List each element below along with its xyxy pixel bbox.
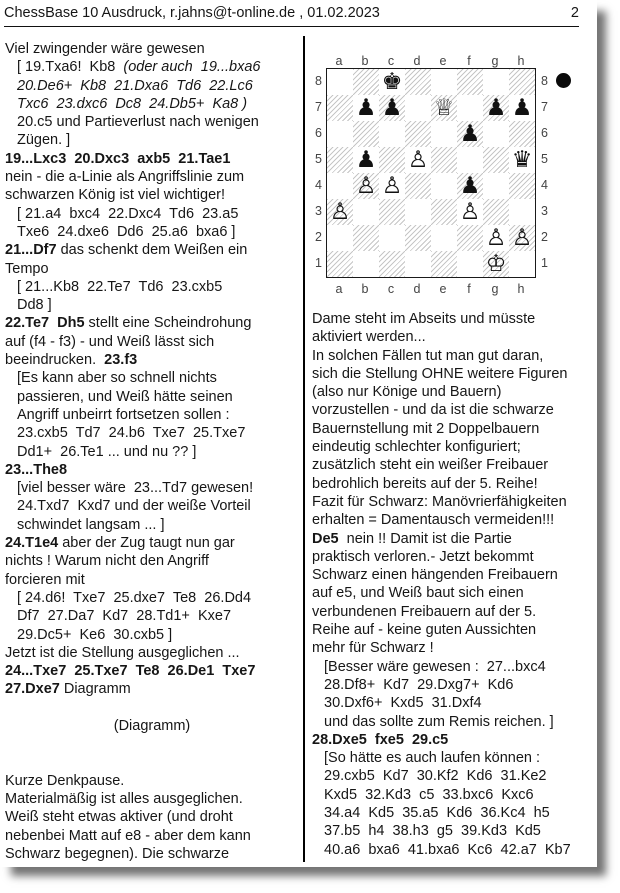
text-segment: praktisch verloren.- Jetzt bekommt: [312, 548, 534, 565]
text-line: [312, 639, 597, 657]
file-label: e: [439, 54, 447, 68]
rank-label: 2: [541, 230, 548, 244]
header-title: ChessBase 10 Ausdruck, r.jahns@t-online.de , 01.02.2023: [4, 5, 380, 21]
text-line: [312, 383, 597, 401]
text-segment: 37.b5 h4 38.h3 g5 39.Kd3 Kd5: [324, 823, 541, 840]
text-segment: [Es kann aber so schnell nichts: [17, 370, 217, 387]
board-square: [483, 69, 509, 95]
white-pawn-piece: ♙: [355, 173, 377, 199]
text-segment: 19...Lxc3 20.Dxc3 axb5 21.Tae1: [5, 150, 231, 167]
text-segment: das schenkt dem Weißen ein: [56, 242, 248, 259]
text-segment: Bauernstellung mit 2 Doppelbauern: [312, 420, 540, 437]
board-square: [327, 251, 353, 277]
white-pawn-piece: ♙: [407, 147, 429, 173]
text-segment: nebenbei Matt auf e8 - aber dem kann: [5, 827, 251, 844]
text-line: [5, 552, 299, 570]
board-square: [431, 95, 457, 121]
text-segment: nichts ! Warum nicht den Angriff: [5, 553, 209, 570]
text-segment: Schwarz begegnen). Die schwarze: [5, 846, 230, 863]
white-king-piece: ♔: [485, 251, 507, 277]
rank-label: 6: [315, 126, 322, 140]
board-square: [431, 199, 457, 225]
board-square: [405, 173, 431, 199]
board-square: [405, 147, 431, 173]
text-line: [5, 516, 299, 534]
rank-label: 5: [541, 152, 548, 166]
board-square: [353, 251, 379, 277]
text-line: [5, 58, 299, 76]
text-line: [312, 804, 597, 822]
rank-label: 8: [315, 74, 322, 88]
white-pawn-piece: ♙: [485, 225, 507, 251]
rank-label: 1: [541, 256, 548, 270]
left-column: [5, 40, 299, 863]
text-line: [5, 626, 299, 644]
text-segment: nein !! Damit ist die Partie: [338, 530, 512, 547]
board-square: [457, 251, 483, 277]
board-square: [509, 225, 535, 251]
black-pawn-piece: ♟: [355, 95, 377, 121]
text-segment: [Besser wäre gewesen : 27...bxc4: [324, 658, 546, 675]
board-square: [379, 69, 405, 95]
text-line: [5, 388, 299, 406]
text-segment: verbundenen Freibauern auf der 5.: [312, 603, 537, 620]
board-square: [379, 121, 405, 147]
board-square: [509, 199, 535, 225]
text-line: [312, 456, 597, 474]
board-square: [327, 147, 353, 173]
rank-label: 3: [315, 204, 322, 218]
text-segment: passieren, und Weiß hätte seinen: [17, 388, 233, 405]
black-pawn-piece: ♟: [355, 147, 377, 173]
text-line: [5, 424, 299, 442]
white-queen-piece: ♕: [433, 95, 455, 121]
text-line: [312, 310, 597, 328]
text-line: [5, 827, 299, 845]
rank-label: 7: [541, 100, 548, 114]
board-square: [353, 121, 379, 147]
white-pawn-piece: ♙: [381, 173, 403, 199]
text-line: [5, 406, 299, 424]
board-square: [431, 173, 457, 199]
text-segment: 28.Dxe5 fxe5 29.c5: [312, 731, 449, 748]
rank-label: 1: [315, 256, 322, 270]
text-segment: forcieren mit: [5, 571, 85, 588]
text-segment: 20.De6+ Kb8 21.Dxa6 Td6 22.Lc6: [17, 77, 253, 94]
text-line: [5, 95, 299, 113]
board-square: [431, 147, 457, 173]
text-line: [5, 644, 299, 662]
text-line: [5, 479, 299, 497]
text-segment: Dd8 ]: [17, 297, 52, 314]
text-line: [312, 713, 597, 731]
rank-label: 8: [541, 74, 548, 88]
text-segment: 28.Df8+ Kd7 29.Dxg7+ Kd6: [324, 676, 514, 693]
rank-label: 2: [315, 230, 322, 244]
text-segment: erhalten = Damentausch vermeiden!!!: [312, 512, 555, 529]
text-segment: [ 19.Txa6! Kb8: [17, 59, 124, 76]
board-square: [457, 121, 483, 147]
rank-label: 3: [541, 204, 548, 218]
rank-label: 4: [541, 178, 548, 192]
text-segment: 24.T1e4: [5, 535, 59, 552]
text-line: [5, 241, 299, 259]
board-square: [327, 225, 353, 251]
board-square: [353, 69, 379, 95]
chess-board: [326, 68, 536, 278]
board-square: [457, 95, 483, 121]
text-line: [312, 566, 597, 584]
text-line: [312, 786, 597, 804]
text-segment: Schwarz einen hängenden Freibauern: [312, 567, 558, 584]
black-pawn-piece: ♟: [511, 95, 533, 121]
text-segment: [ 21...Kb8 22.Te7 Td6 23.cxb5: [17, 278, 223, 295]
text-line: [5, 113, 299, 131]
text-segment: Tempo: [5, 260, 49, 277]
black-pawn-piece: ♟: [381, 95, 403, 121]
text-line: [5, 150, 299, 168]
board-square: [509, 173, 535, 199]
board-square: [431, 121, 457, 147]
text-segment: (oder auch 19...bxa6: [123, 59, 261, 76]
text-line: [312, 438, 597, 456]
text-segment: beeindrucken.: [5, 352, 105, 369]
text-line: [5, 168, 299, 186]
text-line: [312, 584, 597, 602]
text-line: [5, 845, 299, 863]
board-square: [327, 95, 353, 121]
text-segment: bedrohlich bereits auf der 5. Reihe!: [312, 475, 538, 492]
text-line: [5, 186, 299, 204]
board-square: [379, 173, 405, 199]
black-pawn-piece: ♟: [459, 121, 481, 147]
text-line: [312, 767, 597, 785]
board-square: [431, 69, 457, 95]
text-line: [5, 607, 299, 625]
file-labels-top: [312, 40, 582, 68]
board-square: [353, 199, 379, 225]
text-line: [5, 589, 299, 607]
text-line: [5, 699, 299, 717]
text-segment: 24.Txd7 Kxd7 und der weiße Vorteil: [17, 498, 251, 515]
text-line: [312, 420, 597, 438]
text-segment: 21...Df7: [5, 242, 57, 259]
text-segment: Jetzt ist die Stellung ausgeglichen ...: [5, 644, 240, 661]
rank-label: 6: [541, 126, 548, 140]
text-line: [312, 822, 597, 840]
black-pawn-piece: ♟: [459, 173, 481, 199]
text-line: [312, 749, 597, 767]
board-square: [483, 199, 509, 225]
text-segment: nein - die a-Linie als Angriffslinie zum: [5, 169, 245, 186]
text-line: [5, 333, 299, 351]
rank-labels-left: [312, 68, 326, 278]
text-line: [5, 497, 299, 515]
text-line: [5, 260, 299, 278]
board-square: [405, 121, 431, 147]
text-line: [312, 328, 597, 346]
board-square: [431, 251, 457, 277]
text-line: [312, 511, 597, 529]
text-segment: [So hätte es auch laufen können :: [324, 750, 541, 767]
file-label: g: [491, 54, 499, 68]
board-square: [509, 121, 535, 147]
text-segment: Zügen. ]: [17, 132, 71, 149]
text-line: [312, 475, 597, 493]
text-segment: aber der Zug taugt nun gar: [58, 535, 235, 552]
board-square: [483, 251, 509, 277]
board-square: [457, 199, 483, 225]
board-square: [483, 173, 509, 199]
text-line: [5, 772, 299, 790]
file-label: f: [467, 282, 471, 296]
text-segment: [ 24.d6! Txe7 25.dxe7 Te8 26.Dd4: [17, 589, 252, 606]
text-line: [5, 790, 299, 808]
black-king-piece: ♚: [381, 69, 403, 95]
file-labels-bottom: [312, 278, 582, 300]
chess-diagram: [312, 40, 582, 300]
text-line: [5, 314, 299, 332]
text-line: [5, 131, 299, 149]
text-segment: 30.Dxf6+ Kxd5 31.Dxf4: [324, 695, 482, 712]
rank-label: 5: [315, 152, 322, 166]
file-label: b: [361, 282, 369, 296]
file-label: g: [491, 282, 499, 296]
white-pawn-piece: ♙: [329, 199, 351, 225]
board-square: [509, 147, 535, 173]
text-segment: [viel besser wäre 23...Td7 gewesen!: [17, 480, 254, 497]
text-line: [5, 351, 299, 369]
file-label: a: [335, 54, 343, 68]
text-segment: De5: [312, 530, 339, 547]
text-segment: und das sollte zum Remis reichen. ]: [324, 713, 554, 730]
board-square: [457, 147, 483, 173]
text-line: [5, 754, 299, 772]
text-line: [5, 680, 299, 698]
text-line: [312, 658, 597, 676]
file-label: d: [413, 54, 421, 68]
text-line: [5, 40, 299, 58]
text-line: [312, 493, 597, 511]
text-line: [5, 571, 299, 589]
file-label: e: [439, 282, 447, 296]
right-column: [312, 40, 597, 859]
text-line: [312, 676, 597, 694]
board-square: [509, 69, 535, 95]
text-segment: auf e5, und Weiß baut sich einen: [312, 585, 524, 602]
text-segment: Reihe auf - keine guten Aussichten: [312, 622, 537, 639]
text-line: [312, 548, 597, 566]
text-segment: 40.a6 bxa6 41.bxa6 Kc6 42.a7 Kb7: [324, 841, 571, 858]
white-pawn-piece: ♙: [459, 199, 481, 225]
file-label: d: [413, 282, 421, 296]
text-segment: 34.a4 Kd5 35.a5 Kd6 36.Kc4 h5: [324, 805, 550, 822]
board-square: [327, 199, 353, 225]
board-square: [327, 121, 353, 147]
text-segment: Dd1+ 26.Te1 ... und nu ?? ]: [17, 443, 197, 460]
text-segment: schwindet langsam ... ]: [17, 516, 165, 533]
text-line: [5, 808, 299, 826]
text-line: [5, 77, 299, 95]
text-line: [312, 530, 597, 548]
text-segment: schwarzen König ist viel wichtiger!: [5, 187, 226, 204]
text-segment: 20.c5 und Partieverlust nach wenigen: [17, 114, 259, 131]
file-label: c: [387, 282, 395, 296]
text-line: [5, 278, 299, 296]
text-segment: [ 21.a4 bxc4 22.Dxc4 Td6 23.a5: [17, 205, 239, 222]
text-segment: vorzustellen - und da ist die schwarze: [312, 402, 554, 419]
text-line: [5, 662, 299, 680]
text-segment: 24...Txe7 25.Txe7 Te8 26.De1 Txe7: [5, 663, 256, 680]
text-line: [312, 365, 597, 383]
text-segment: 23.f3: [104, 352, 138, 369]
text-segment: aktiviert werden...: [312, 329, 426, 346]
text-line: [5, 296, 299, 314]
white-pawn-piece: ♙: [511, 225, 533, 251]
text-segment: Fazit für Schwarz: Manövrierfähigkeiten: [312, 493, 567, 510]
board-square: [379, 225, 405, 251]
text-segment: 23...The8: [5, 461, 68, 478]
board-square: [327, 173, 353, 199]
rank-label: 4: [315, 178, 322, 192]
board-square: [379, 147, 405, 173]
board-square: [327, 69, 353, 95]
text-segment: 22.Te7 Dh5: [5, 315, 85, 332]
text-line: [5, 205, 299, 223]
text-line: [312, 603, 597, 621]
text-segment: (also nur Könige und Bauern): [312, 384, 502, 401]
text-segment: Materialmäßig ist alles ausgeglichen.: [5, 791, 243, 808]
rank-labels-right: [536, 68, 550, 278]
file-label: f: [467, 54, 471, 68]
file-label: h: [517, 54, 525, 68]
text-segment: 23.cxb5 Td7 24.b6 Txe7 25.Txe7: [17, 425, 246, 442]
board-square: [509, 95, 535, 121]
file-label: c: [387, 54, 395, 68]
text-line: [5, 717, 299, 735]
board-square: [405, 225, 431, 251]
text-segment: (Diagramm): [113, 717, 191, 734]
board-square: [353, 173, 379, 199]
file-label: a: [335, 282, 343, 296]
board-square: [483, 147, 509, 173]
board-square: [353, 147, 379, 173]
board-square: [379, 95, 405, 121]
text-segment: Dame steht im Abseits und müsste: [312, 311, 536, 327]
text-segment: Viel zwingender wäre gewesen: [5, 41, 205, 57]
column-divider: [303, 36, 305, 862]
black-queen-piece: ♛: [511, 147, 533, 173]
text-segment: Df7 27.Da7 Kd7 28.Td1+ Kxe7: [17, 608, 232, 625]
file-label: h: [517, 282, 525, 296]
board-square: [405, 199, 431, 225]
board-square: [379, 199, 405, 225]
page-number: 2: [570, 5, 579, 21]
text-line: [312, 401, 597, 419]
text-segment: Kxd5 32.Kd3 c5 33.bxc6 Kxc6: [324, 786, 534, 803]
text-line: [312, 841, 597, 859]
board-square: [483, 121, 509, 147]
text-segment: Txc6 23.dxc6 Dc8 24.Db5+ Ka8 ): [17, 95, 248, 112]
text-segment: zusätzlich steht ein weißer Freibauer: [312, 457, 549, 474]
text-line: [5, 461, 299, 479]
text-segment: mehr für Schwarz !: [312, 640, 434, 657]
board-square: [353, 95, 379, 121]
text-line: [5, 534, 299, 552]
text-segment: Diagramm: [59, 681, 131, 698]
text-line: [312, 694, 597, 712]
text-line: [312, 731, 597, 749]
text-segment: 29.Dc5+ Ke6 30.cxb5 ]: [17, 626, 173, 643]
board-square: [457, 173, 483, 199]
text-segment: 29.cxb5 Kd7 30.Kf2 Kd6 31.Ke2: [324, 768, 547, 785]
right-column-text: [312, 310, 597, 859]
board-square: [457, 69, 483, 95]
text-segment: Angriff unbeirrt fortsetzen sollen :: [17, 406, 230, 423]
text-segment: 27.Dxe7: [5, 681, 60, 698]
text-segment: Kurze Denkpause.: [5, 772, 125, 789]
board-square: [509, 251, 535, 277]
text-segment: sich die Stellung OHNE weitere Figuren: [312, 365, 568, 382]
board-square: [353, 225, 379, 251]
text-line: [5, 369, 299, 387]
text-segment: In solchen Fällen tut man gut daran,: [312, 347, 544, 364]
board-square: [431, 225, 457, 251]
board-square: [405, 251, 431, 277]
board-square: [483, 225, 509, 251]
text-segment: auf (f4 - f3) - und Weiß lässt sich: [5, 333, 215, 350]
board-square: [379, 251, 405, 277]
text-line: [312, 621, 597, 639]
text-segment: Txe6 24.dxe6 Dd6 25.a6 bxa6 ]: [17, 223, 236, 240]
text-segment: Weiß steht etwas aktiver (und droht: [5, 809, 233, 826]
board-square: [457, 225, 483, 251]
text-line: [5, 223, 299, 241]
text-line: [5, 443, 299, 461]
board-square: [405, 69, 431, 95]
text-segment: eindeutig schlechter konfiguriert;: [312, 439, 521, 456]
text-segment: stellt eine Scheindrohung: [84, 315, 252, 332]
board-square: [405, 95, 431, 121]
rank-label: 7: [315, 100, 322, 114]
text-line: [5, 735, 299, 753]
black-to-move-indicator: [556, 73, 571, 88]
board-square: [483, 95, 509, 121]
text-line: [312, 347, 597, 365]
page-header: [4, 5, 579, 27]
file-label: b: [361, 54, 369, 68]
black-pawn-piece: ♟: [485, 95, 507, 121]
